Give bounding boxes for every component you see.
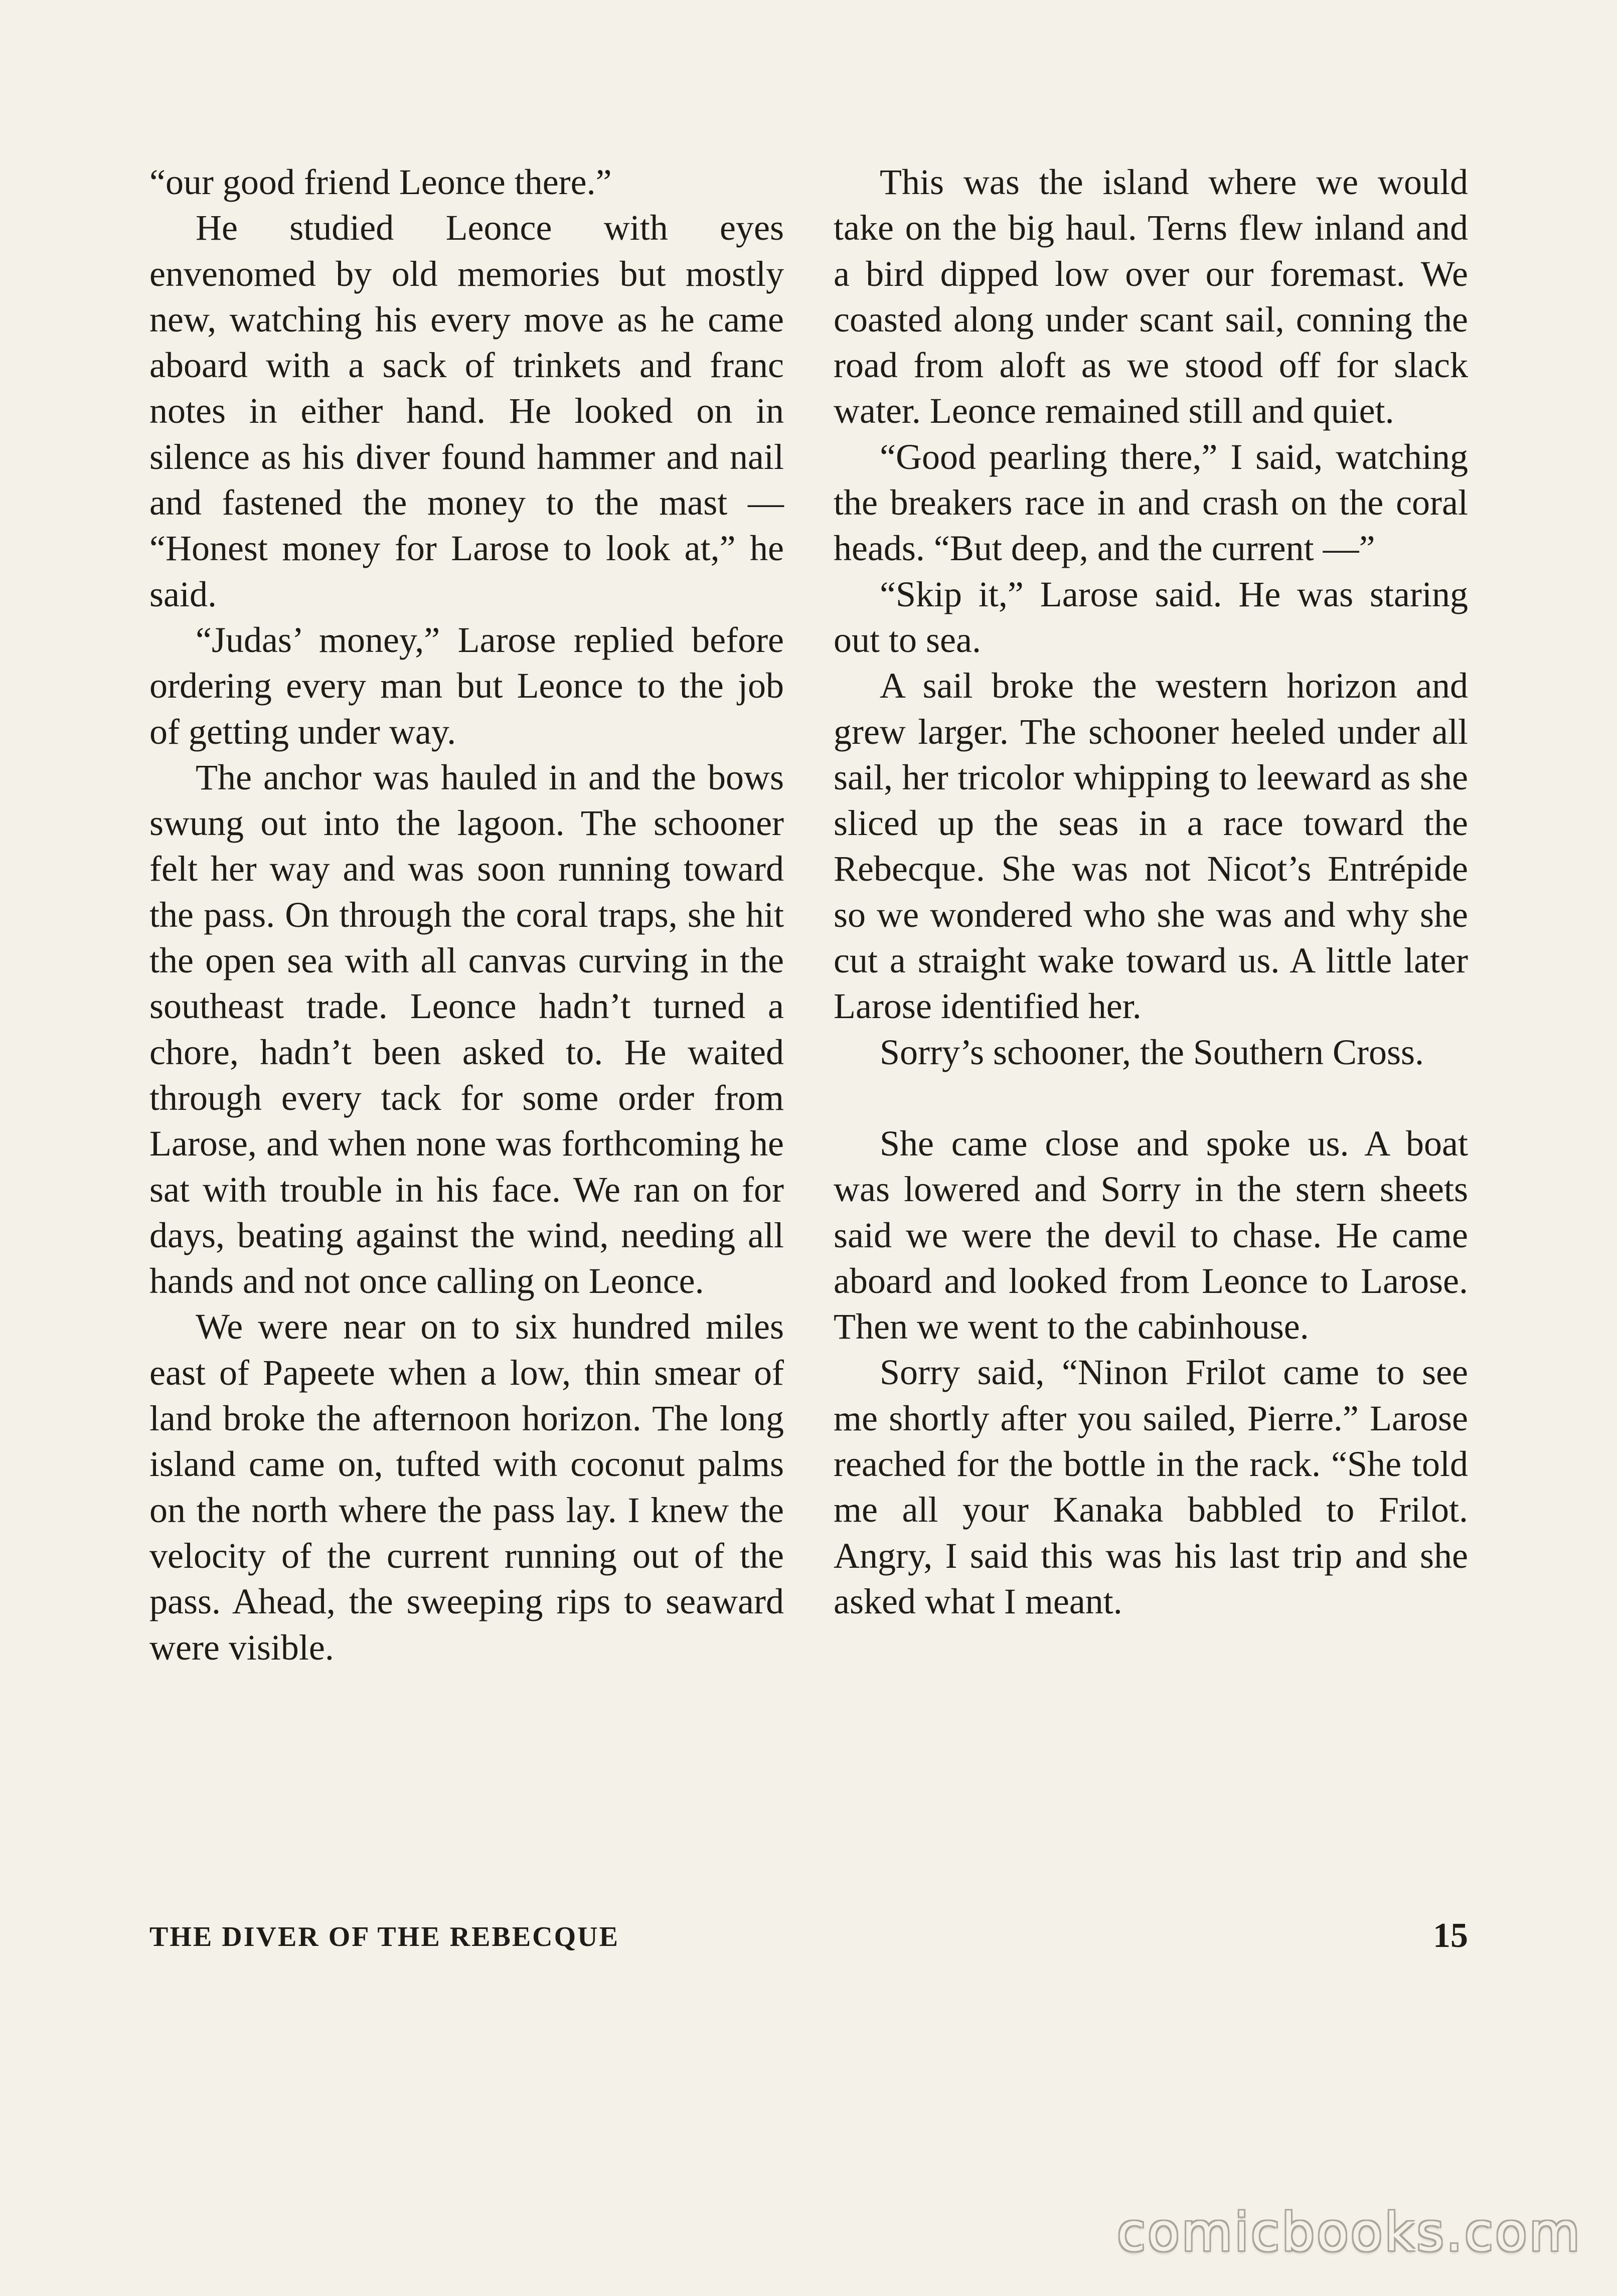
paragraph: “Skip it,” Larose said. He was staring out to sea. bbox=[834, 574, 1468, 660]
right-text-column bbox=[834, 159, 1468, 1624]
paragraph: “Good pearling there,” I said, watching the breakers race in and crash on the coral heads. “But deep, and the current —” bbox=[834, 436, 1468, 569]
paragraph: “Judas’ money,” Larose replied before ordering every man but Leonce to the job of getting under way. bbox=[149, 619, 784, 752]
paragraph: We were near on to six hundred miles east of Papeete when a low, thin smear of land broke the afternoon horizon. The long island came on, tufted with coconut palms on the north where the pass lay. I knew the velocity of the current running out of the pass. Ahead, the sweeping rips to seaward were visible. bbox=[149, 1306, 784, 1668]
paragraph: Sorry said, “Ninon Frilot came to see me shortly after you sailed, Pierre.” Larose reached for the bottle in the rack. “She told me all your Kanaka babbled to Frilot. Angry, I said this was his last trip and she asked what I meant. bbox=[834, 1352, 1468, 1621]
paragraph: He studied Leonce with eyes envenomed by old memories but mostly new, watching his every move as he came aboard with a sack of trinkets and franc notes in either hand. He looked on in silence as his diver found hammer and nail and fastened the money to the mast — “Honest money for Larose to look at,” he said. bbox=[149, 208, 784, 614]
site-watermark: comicbooks.com bbox=[1116, 2202, 1582, 2263]
paragraph: A sail broke the western horizon and grew larger. The schooner heeled under all sail, her tricolor whipping to leeward as she sliced up the seas in a race toward the Rebecque. She was not Nicot’s Entrépide so we wondered who she was and why she cut a straight wake toward us. A little later Larose identified her. bbox=[834, 666, 1468, 1027]
paragraph: This was the island where we would take on the big haul. Terns flew inland and a bird dipped low over our foremast. We coasted along under scant sail, conning the road from aloft as we stood off for slack water. Leonce remained still and quiet. bbox=[834, 162, 1468, 431]
running-title: THE DIVER OF THE REBECQUE bbox=[149, 1921, 619, 1952]
paragraph: The anchor was hauled in and the bows swung out into the lagoon. The schooner felt her way and was soon running toward the pass. On through the coral traps, she hit the open sea with all canvas curving in the southeast trade. Leonce hadn’t turned a chore, hadn’t been asked to. He waited through every tack for some order from Larose, and when none was forthcoming he sat with trouble in his face. We ran on for days, beating against the wind, needing all hands and not once calling on Leonce. bbox=[149, 757, 784, 1301]
paragraph: Sorry’s schooner, the Southern Cross. bbox=[880, 1032, 1424, 1072]
page-number: 15 bbox=[1433, 1916, 1468, 1955]
page-footer bbox=[149, 1916, 1468, 1956]
left-text-column bbox=[149, 159, 784, 1671]
paragraph: She came close and spoke us. A boat was lowered and Sorry in the stern sheets said we were the devil to chase. He came aboard and looked from Leonce to Larose. Then we went to the cabinhouse. bbox=[834, 1123, 1468, 1347]
paragraph: “our good friend Leonce there.” bbox=[149, 162, 612, 202]
